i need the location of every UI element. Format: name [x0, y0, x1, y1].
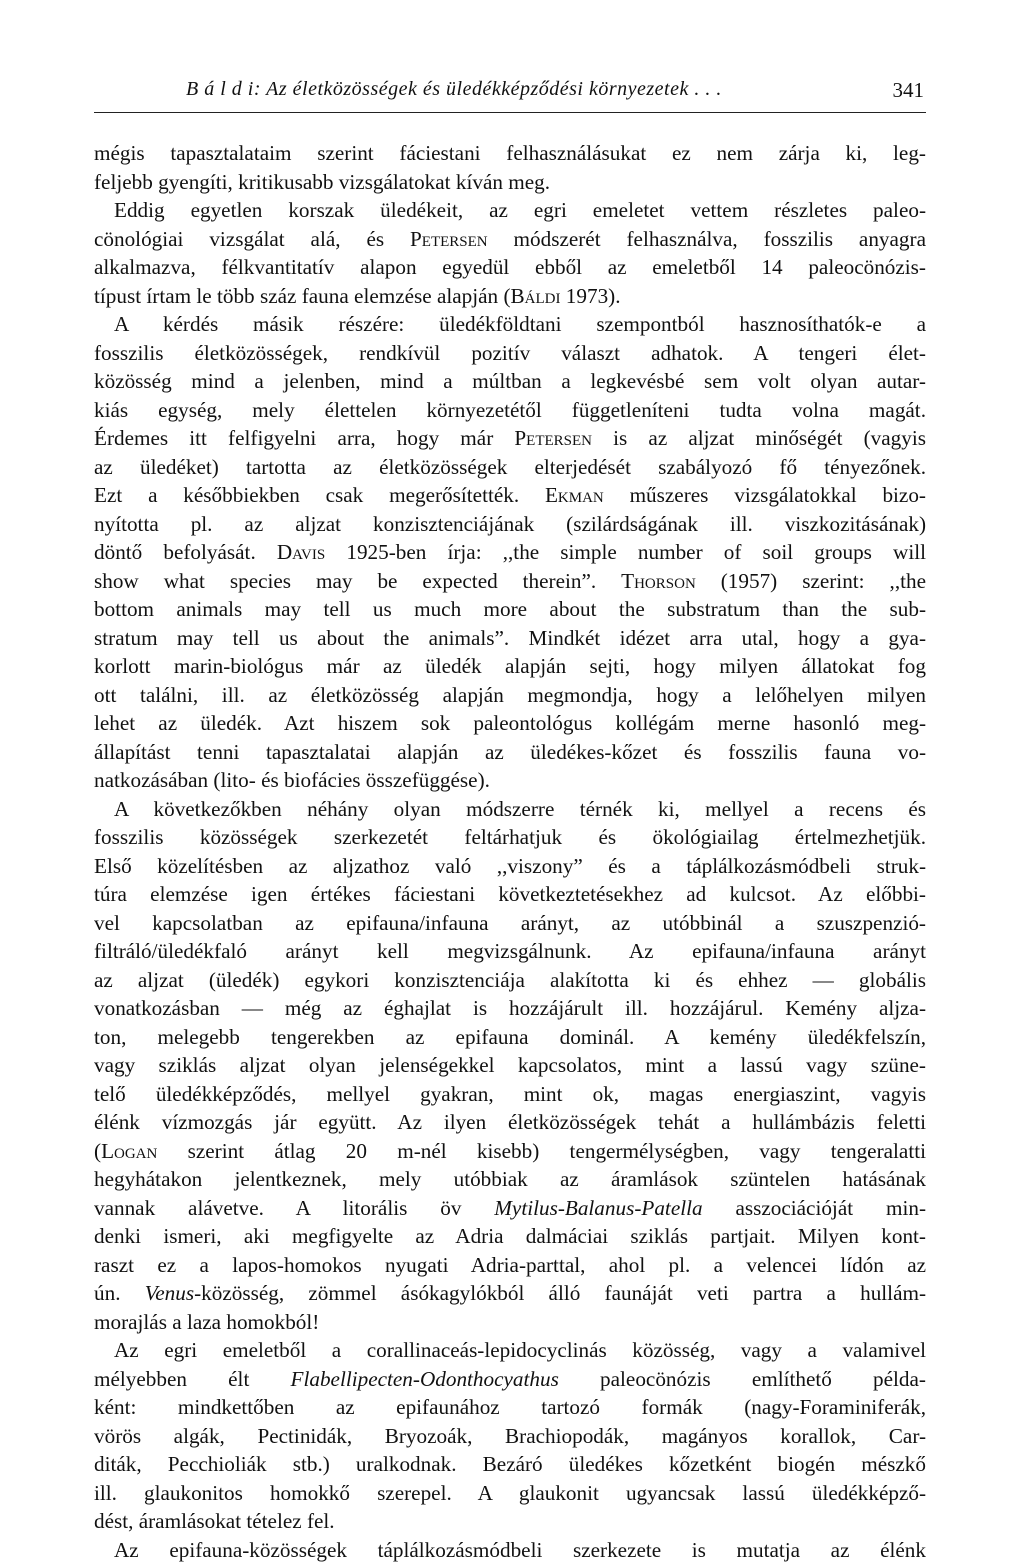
author-name: Thorson: [621, 569, 696, 593]
text-line: [94, 225, 926, 254]
author-name: Ekman: [545, 483, 604, 507]
line-text: bottom animals may tell us much more about the substratum than the sub-: [94, 597, 926, 621]
line-text: raszt ez a lapos-homokos nyugati Adria-parttal, ahol pl. a velencei lídón az: [94, 1253, 926, 1277]
text-line: [94, 1194, 926, 1223]
text-line: [94, 766, 926, 795]
line-text: asszociációját min-: [703, 1196, 926, 1220]
line-text: dést, áramlásokat tételez fel.: [94, 1509, 335, 1533]
text-line: [94, 538, 926, 567]
text-line: [94, 168, 926, 197]
line-text: feljebb gyengíti, kritikusabb vizsgálatokat kíván meg.: [94, 170, 550, 194]
text-line: [94, 1308, 926, 1337]
author-name: Logan: [101, 1139, 157, 1163]
line-text: döntő befolyását.: [94, 540, 277, 564]
line-text: Ezt a későbbiekben csak megerősítették.: [94, 483, 545, 507]
text-line: [94, 1536, 926, 1564]
line-text: natkozásában (lito- és biofácies összefüggése).: [94, 768, 490, 792]
text-line: [94, 823, 926, 852]
author-name: Báldi: [511, 284, 561, 308]
line-text: típust írtam le több száz fauna elemzése alapján (: [94, 284, 511, 308]
text-line: [94, 1023, 926, 1052]
running-header: [94, 76, 926, 113]
text-line: [94, 1051, 926, 1080]
author-name: Davis: [277, 540, 325, 564]
text-line: [94, 937, 926, 966]
line-text: közösség mind a jelenben, mind a múltban a legkevésbé sem volt olyan autar-: [94, 369, 926, 393]
line-text: telő üledékképződés, mellyel gyakran, mint ok, magas energiaszint, vagyis: [94, 1082, 926, 1106]
line-text: diták, Pecchioliák stb.) uralkodnak. Bezáró üledékes kőzetként biogén mészkő: [94, 1452, 926, 1476]
text-line: [94, 196, 926, 225]
text-line: [94, 1422, 926, 1451]
running-title: B á l d i: Az életközösségek és üledékképződési környezetek . . .: [186, 78, 722, 101]
line-text: ill. glaukonitos homokkő szerepel. A glaukonit ugyancsak lassú üledékképző-: [94, 1481, 926, 1505]
text-line: [94, 652, 926, 681]
text-line: [94, 1251, 926, 1280]
text-line: [94, 738, 926, 767]
line-text: (1957) szerint: ,,the: [696, 569, 926, 593]
text-line: [94, 1222, 926, 1251]
taxon-name: Flabellipecten-Odonthocyathus: [291, 1367, 559, 1391]
line-text: vagy sziklás aljzat olyan jelenségekkel kapcsolatos, mint a lassú vagy szüne-: [94, 1053, 926, 1077]
text-line: [94, 1507, 926, 1536]
text-line: [94, 1279, 926, 1308]
line-text: túra elemzése igen értékes fáciestani következtetésekhez ad kulcsot. Az előbbi-: [94, 882, 926, 906]
text-line: [94, 1165, 926, 1194]
line-text: A következőkben néhány olyan módszerre térnék ki, mellyel a recens és: [114, 797, 926, 821]
text-line: [94, 966, 926, 995]
text-line: [94, 139, 926, 168]
line-text: paleocönózis említhető példa-: [559, 1367, 926, 1391]
line-text: az üledéket) tartotta az életközösségek elterjedését szabályozó fő tényezőnek.: [94, 455, 926, 479]
text-line: [94, 624, 926, 653]
text-line: [94, 681, 926, 710]
line-text: ként: mindkettőben az epifaunához tartozó formák (nagy-Foraminiferák,: [94, 1395, 926, 1419]
author-name: Petersen: [410, 227, 488, 251]
text-line: [94, 510, 926, 539]
line-text: ton, melegebb tengerekben az epifauna dominál. A kemény üledékfelszín,: [94, 1025, 926, 1049]
line-text: (: [94, 1139, 101, 1163]
text-line: [94, 481, 926, 510]
text-line: [94, 852, 926, 881]
line-text: nyította pl. az aljzat konzisztenciájának (szilárdságának ill. viszkozitásának): [94, 512, 926, 536]
line-text: filtráló/üledékfaló arányt kell megvizsgálnunk. Az epifauna/infauna arányt: [94, 939, 926, 963]
text-line: [94, 282, 926, 311]
line-text: műszeres vizsgálatokkal bizo-: [604, 483, 926, 507]
line-text: élénk vízmozgás jár együtt. Az ilyen életközösségek tehát a hullámbázis feletti: [94, 1110, 926, 1134]
text-line: [94, 396, 926, 425]
body-text: [94, 139, 926, 1564]
line-text: ott találni, ill. az életközösség alapján megmondja, hogy a lelőhelyen milyen: [94, 683, 926, 707]
text-line: [94, 310, 926, 339]
line-text: korlott marin-biológus már az üledék alapján sejti, hogy milyen állatokat fog: [94, 654, 926, 678]
journal-page: [94, 76, 926, 1564]
page-number: 341: [893, 78, 925, 103]
text-line: [94, 1080, 926, 1109]
text-line: [94, 1479, 926, 1508]
line-text: stratum may tell us about the animals”. Mindkét idézet arra utal, hogy a gya-: [94, 626, 926, 650]
line-text: fosszilis közösségek szerkezetét feltárhatjuk és ökológiailag értelmezhetjük.: [94, 825, 926, 849]
text-line: [94, 1336, 926, 1365]
line-text: Eddig egyetlen korszak üledékeit, az egri emeletet vettem részletes paleo-: [114, 198, 926, 222]
line-text: az aljzat (üledék) egykori konzisztenciája alakította ki és ehhez — globális: [94, 968, 926, 992]
line-text: vonatkozásban — még az éghajlat is hozzájárult ill. hozzájárul. Kemény aljza-: [94, 996, 926, 1020]
line-text: morajlás a laza homokból!: [94, 1310, 319, 1334]
text-line: [94, 595, 926, 624]
text-line: [94, 253, 926, 282]
text-line: [94, 367, 926, 396]
text-line: [94, 453, 926, 482]
line-text: A kérdés másik részére: üledékföldtani szempontból hasznosíthatók-e a: [114, 312, 926, 336]
text-line: [94, 424, 926, 453]
line-text: 1973).: [560, 284, 620, 308]
text-line: [94, 795, 926, 824]
line-text: állapítást tenni tapasztalatai alapján az üledékes-kőzet és fosszilis fauna vo-: [94, 740, 926, 764]
line-text: szerint átlag 20 m-nél kisebb) tengermélységben, vagy tengeralatti: [157, 1139, 926, 1163]
line-text: fosszilis életközösségek, rendkívül pozitív választ adhatok. A tengeri élet-: [94, 341, 926, 365]
line-text: Első közelítésben az aljzathoz való ,,viszony” és a táplálkozásmódbeli struk-: [94, 854, 926, 878]
line-text: 1925-ben írja: ,,the simple number of soil groups will: [325, 540, 926, 564]
line-text: Az egri emeletből a corallinaceás-lepidocyclinás közösség, vagy a valamivel: [114, 1338, 926, 1362]
text-line: [94, 1393, 926, 1422]
line-text: denki ismeri, aki megfigyelte az Adria dalmáciai sziklás partjait. Milyen kont-: [94, 1224, 926, 1248]
text-line: [94, 1365, 926, 1394]
line-text: mélyebben élt: [94, 1367, 291, 1391]
line-text: kiás egység, mely élettelen környezetétől függetleníteni tudta volna magát.: [94, 398, 926, 422]
taxon-name: Venus: [145, 1281, 194, 1305]
text-line: [94, 709, 926, 738]
text-line: [94, 909, 926, 938]
line-text: -közösség, zömmel ásókagylókból álló faunáját veti partra a hullám-: [194, 1281, 926, 1305]
line-text: módszerét felhasználva, fosszilis anyagra: [488, 227, 926, 251]
line-text: ún.: [94, 1281, 145, 1305]
text-line: [94, 339, 926, 368]
text-line: [94, 1137, 926, 1166]
line-text: vel kapcsolatban az epifauna/infauna arányt, az utóbbinál a szuszpenzió-: [94, 911, 926, 935]
text-line: [94, 1108, 926, 1137]
line-text: is az aljzat minőségét (vagyis: [592, 426, 926, 450]
author-name: Petersen: [514, 426, 592, 450]
text-line: [94, 880, 926, 909]
line-text: Érdemes itt felfigyelni arra, hogy már: [94, 426, 514, 450]
text-line: [94, 567, 926, 596]
line-text: vannak alávetve. A litorális öv: [94, 1196, 494, 1220]
line-text: Az epifauna-közösségek táplálkozásmódbeli szerkezete is mutatja az élénk: [114, 1538, 926, 1562]
text-line: [94, 994, 926, 1023]
line-text: vörös algák, Pectinidák, Bryozoák, Brachiopodák, magányos korallok, Car-: [94, 1424, 926, 1448]
line-text: hegyhátakon jelentkeznek, mely utóbbiak az áramlások szüntelen hatásának: [94, 1167, 926, 1191]
line-text: lehet az üledék. Azt hiszem sok paleontológus kollégám merne hasonló meg-: [94, 711, 926, 735]
taxon-name: Mytilus-Balanus-Patella: [494, 1196, 702, 1220]
line-text: mégis tapasztalataim szerint fáciestani felhasználásukat ez nem zárja ki, leg-: [94, 141, 926, 165]
line-text: show what species may be expected therein”.: [94, 569, 621, 593]
text-line: [94, 1450, 926, 1479]
line-text: alkalmazva, félkvantitatív alapon egyedül ebből az emeletből 14 paleocönózis-: [94, 255, 926, 279]
line-text: cönológiai vizsgálat alá, és: [94, 227, 410, 251]
